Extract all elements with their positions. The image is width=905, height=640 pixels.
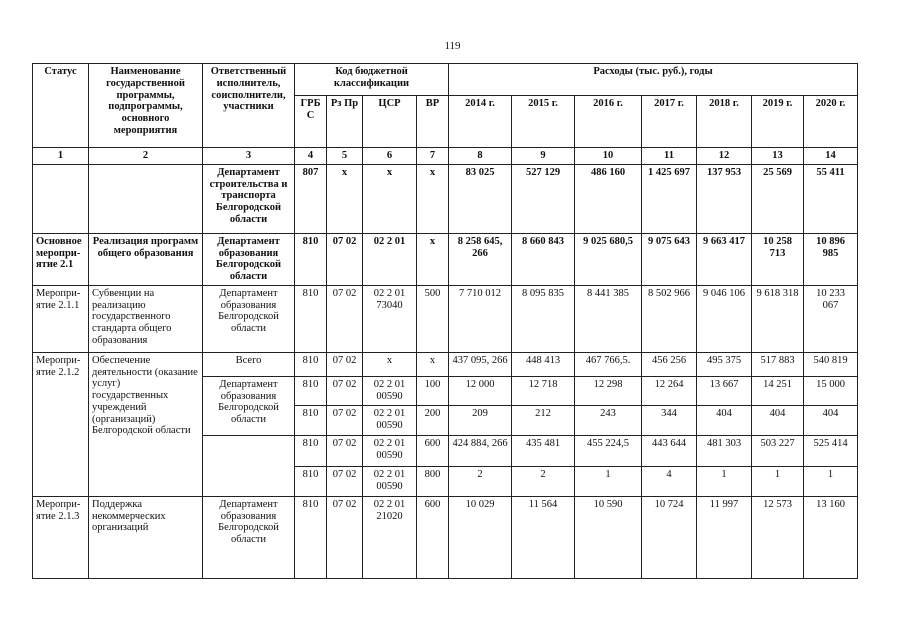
name-cell (89, 164, 203, 233)
value-cell: 8 095 835 (512, 285, 575, 352)
status-cell: Меропри-ятие 2.1.3 (33, 496, 89, 578)
grbs-cell: 807 (295, 164, 327, 233)
column-number: 9 (512, 148, 575, 165)
vr-cell: 200 (417, 405, 449, 435)
status-cell: Меропри-ятие 2.1.1 (33, 285, 89, 352)
table-row (33, 164, 858, 233)
table-row (33, 496, 858, 578)
rzpr-cell: 07 02 (327, 285, 363, 352)
value-cell: 467 766,5. (575, 352, 642, 376)
value-cell: 1 (697, 466, 752, 496)
rzpr-cell: 07 02 (327, 466, 363, 496)
rzpr-cell: 07 02 (327, 233, 363, 285)
grbs-cell: 810 (295, 405, 327, 435)
value-cell: 404 (804, 405, 858, 435)
csr-cell: 02 2 01 00590 (363, 466, 417, 496)
value-cell: 455 224,5 (575, 435, 642, 466)
csr-cell: 02 2 01 00590 (363, 405, 417, 435)
header-year: 2017 г. (642, 96, 697, 148)
value-cell: 443 644 (642, 435, 697, 466)
column-number: 10 (575, 148, 642, 165)
value-cell: 8 660 843 (512, 233, 575, 285)
header-year: 2020 г. (804, 96, 858, 148)
value-cell: 9 618 318 (752, 285, 804, 352)
status-cell: Основное меропри-ятие 2.1 (33, 233, 89, 285)
value-cell: 1 (575, 466, 642, 496)
vr-cell: х (417, 352, 449, 376)
vr-cell: 500 (417, 285, 449, 352)
grbs-cell: 810 (295, 435, 327, 466)
responsible-cell: Департамент образования Белгородской области (203, 376, 295, 435)
vr-cell: х (417, 164, 449, 233)
header-year: 2016 г. (575, 96, 642, 148)
value-cell: 404 (697, 405, 752, 435)
value-cell: 10 029 (449, 496, 512, 578)
value-cell: 540 819 (804, 352, 858, 376)
grbs-cell: 810 (295, 233, 327, 285)
header-budget-code: Код бюджетной классификации (295, 64, 449, 96)
value-cell: 525 414 (804, 435, 858, 466)
header-name: Наименование государственной программы, подпрограммы, основного мероприятия (89, 64, 203, 148)
value-cell: 55 411 (804, 164, 858, 233)
header-year: 2015 г. (512, 96, 575, 148)
value-cell: 456 256 (642, 352, 697, 376)
value-cell: 15 000 (804, 376, 858, 405)
rzpr-cell: 07 02 (327, 376, 363, 405)
column-number: 3 (203, 148, 295, 165)
column-number: 1 (33, 148, 89, 165)
value-cell: 212 (512, 405, 575, 435)
value-cell: 10 233 067 (804, 285, 858, 352)
value-cell: 12 000 (449, 376, 512, 405)
value-cell: 11 997 (697, 496, 752, 578)
value-cell: 11 564 (512, 496, 575, 578)
value-cell: 10 896 985 (804, 233, 858, 285)
value-cell: 12 298 (575, 376, 642, 405)
budget-expenses-table (32, 63, 858, 579)
value-cell: 8 258 645, 266 (449, 233, 512, 285)
name-cell: Реализация программ общего образования (89, 233, 203, 285)
value-cell: 2 (512, 466, 575, 496)
value-cell: 435 481 (512, 435, 575, 466)
value-cell: 1 (804, 466, 858, 496)
csr-cell: 02 2 01 00590 (363, 376, 417, 405)
csr-cell: 02 2 01 (363, 233, 417, 285)
value-cell: 9 046 106 (697, 285, 752, 352)
value-cell: 12 573 (752, 496, 804, 578)
column-number: 2 (89, 148, 203, 165)
value-cell: 437 095, 266 (449, 352, 512, 376)
vr-cell: 600 (417, 435, 449, 466)
value-cell: 1 425 697 (642, 164, 697, 233)
responsible-cell (203, 435, 295, 496)
value-cell: 243 (575, 405, 642, 435)
value-cell: 481 303 (697, 435, 752, 466)
responsible-cell: Департамент образования Белгородской области (203, 233, 295, 285)
responsible-cell: Департамент образования Белгородской области (203, 285, 295, 352)
header-year: 2014 г. (449, 96, 512, 148)
name-cell: Субвенции на реализацию государственного стандарта общего образования (89, 285, 203, 352)
csr-cell: 02 2 01 21020 (363, 496, 417, 578)
value-cell: 404 (752, 405, 804, 435)
value-cell: 10 724 (642, 496, 697, 578)
value-cell: 9 025 680,5 (575, 233, 642, 285)
vr-cell: 600 (417, 496, 449, 578)
vr-cell: 100 (417, 376, 449, 405)
name-cell: Обеспечение деятельности (оказание услуг) государственных учреждений (организаций) Белгородской области (89, 352, 203, 496)
value-cell: 14 251 (752, 376, 804, 405)
value-cell: 4 (642, 466, 697, 496)
csr-cell: 02 2 01 73040 (363, 285, 417, 352)
value-cell: 9 663 417 (697, 233, 752, 285)
value-cell: 7 710 012 (449, 285, 512, 352)
grbs-cell: 810 (295, 285, 327, 352)
grbs-cell: 810 (295, 352, 327, 376)
value-cell: 209 (449, 405, 512, 435)
rzpr-cell: 07 02 (327, 435, 363, 466)
header-grbs: ГРБ С (295, 96, 327, 148)
value-cell: 83 025 (449, 164, 512, 233)
column-number: 12 (697, 148, 752, 165)
header-responsible: Ответственный исполнитель, соисполнители, участники (203, 64, 295, 148)
value-cell: 2 (449, 466, 512, 496)
column-number: 4 (295, 148, 327, 165)
responsible-cell: Департамент строительства и транспорта Белгородской области (203, 164, 295, 233)
header-expenses: Расходы (тыс. руб.), годы (449, 64, 858, 96)
rzpr-cell: 07 02 (327, 405, 363, 435)
value-cell: 12 718 (512, 376, 575, 405)
value-cell: 486 160 (575, 164, 642, 233)
value-cell: 137 953 (697, 164, 752, 233)
column-number: 6 (363, 148, 417, 165)
value-cell: 344 (642, 405, 697, 435)
grbs-cell: 810 (295, 376, 327, 405)
column-number: 8 (449, 148, 512, 165)
status-cell (33, 164, 89, 233)
rzpr-cell: 07 02 (327, 352, 363, 376)
vr-cell: х (417, 233, 449, 285)
value-cell: 424 884, 266 (449, 435, 512, 466)
value-cell: 517 883 (752, 352, 804, 376)
value-cell: 448 413 (512, 352, 575, 376)
grbs-cell: 810 (295, 466, 327, 496)
responsible-cell: Всего (203, 352, 295, 376)
header-year: 2018 г. (697, 96, 752, 148)
table-row (33, 352, 858, 376)
value-cell: 1 (752, 466, 804, 496)
value-cell: 10 258 713 (752, 233, 804, 285)
column-number: 13 (752, 148, 804, 165)
csr-cell: х (363, 164, 417, 233)
csr-cell: 02 2 01 00590 (363, 435, 417, 466)
page-number: 119 (444, 40, 461, 52)
csr-cell: х (363, 352, 417, 376)
header-year: 2019 г. (752, 96, 804, 148)
column-number: 7 (417, 148, 449, 165)
rzpr-cell: х (327, 164, 363, 233)
value-cell: 8 441 385 (575, 285, 642, 352)
value-cell: 9 075 643 (642, 233, 697, 285)
name-cell: Поддержка некоммерческих организаций (89, 496, 203, 578)
rzpr-cell: 07 02 (327, 496, 363, 578)
column-number-row (33, 148, 858, 165)
value-cell: 13 667 (697, 376, 752, 405)
grbs-cell: 810 (295, 496, 327, 578)
status-cell: Меропри-ятие 2.1.2 (33, 352, 89, 496)
value-cell: 10 590 (575, 496, 642, 578)
header-csr: ЦСР (363, 96, 417, 148)
value-cell: 527 129 (512, 164, 575, 233)
value-cell: 495 375 (697, 352, 752, 376)
header-vr: ВР (417, 96, 449, 148)
vr-cell: 800 (417, 466, 449, 496)
column-number: 14 (804, 148, 858, 165)
column-number: 5 (327, 148, 363, 165)
value-cell: 503 227 (752, 435, 804, 466)
header-status: Статус (33, 64, 89, 148)
value-cell: 8 502 966 (642, 285, 697, 352)
value-cell: 25 569 (752, 164, 804, 233)
column-number: 11 (642, 148, 697, 165)
header-row (33, 64, 858, 96)
table-row (33, 233, 858, 285)
header-rzpr: Рз Пр (327, 96, 363, 148)
table-row (33, 285, 858, 352)
value-cell: 12 264 (642, 376, 697, 405)
responsible-cell: Департамент образования Белгородской области (203, 496, 295, 578)
value-cell: 13 160 (804, 496, 858, 578)
